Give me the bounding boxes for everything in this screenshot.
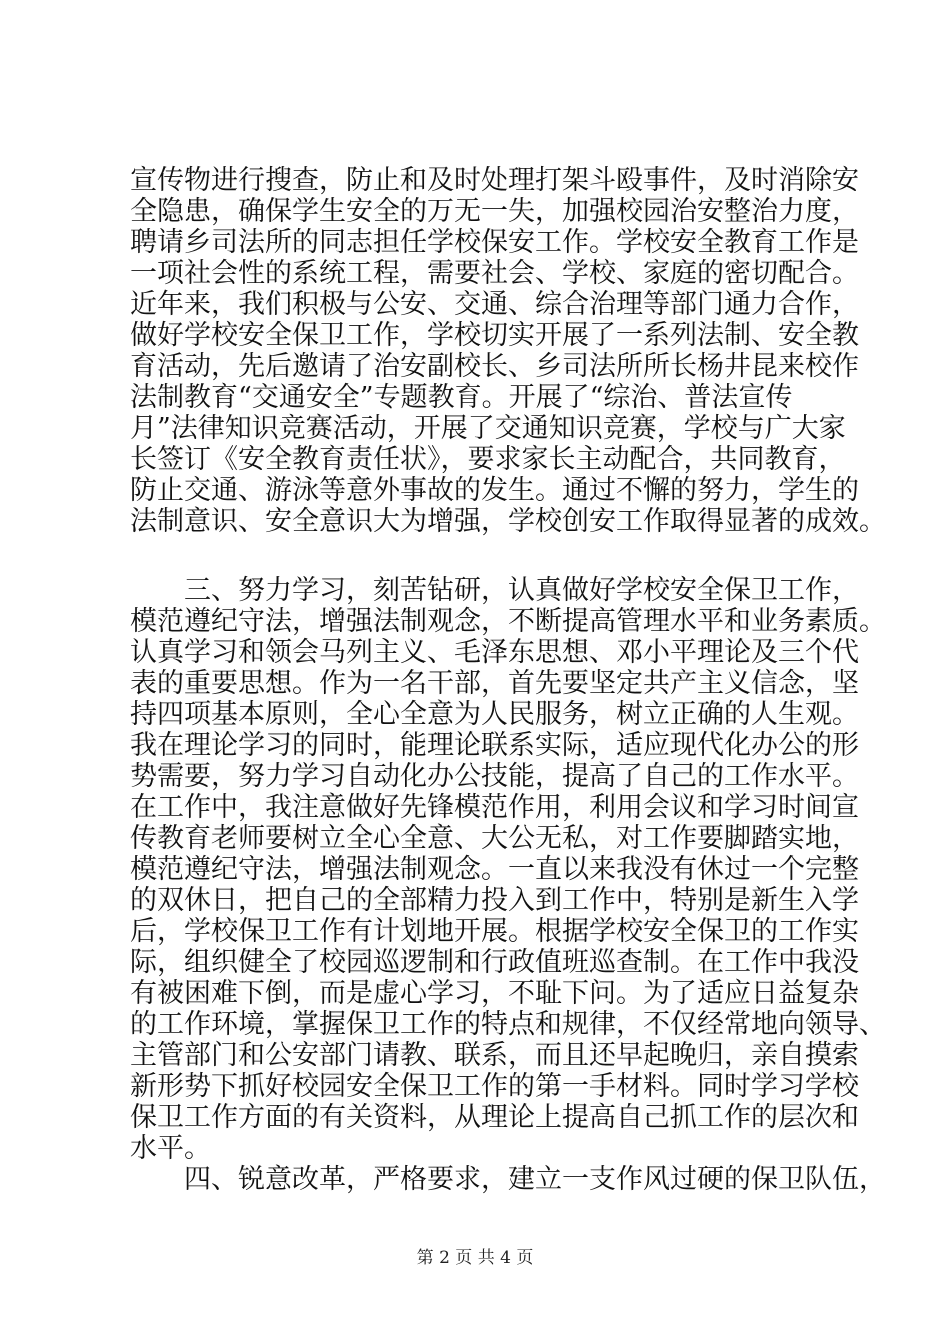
text-line: 势需要，努力学习自动化办公技能，提高了自己的工作水平。 [130, 761, 859, 792]
text-line: 传教育老师要树立全心全意、大公无私，对工作要脚踏实地， [130, 823, 859, 854]
text-line: 防止交通、游泳等意外事故的发生。通过不懈的努力，学生的 [130, 475, 859, 506]
text-line: 长签订《安全教育责任状》，要求家长主动配合，共同教育， [130, 444, 846, 475]
text-line: 我在理论学习的同时，能理论联系实际，适应现代化办公的形 [130, 730, 859, 761]
text-line: 法制教育“交通安全”专题教育。开展了“综治、普法宣传 [130, 382, 793, 413]
text-line: 做好学校安全保卫工作，学校切实开展了一系列法制、安全教 [130, 320, 859, 351]
text-line: 保卫工作方面的有关资料，从理论上提高自己抓工作的层次和 [130, 1102, 859, 1133]
page-footer: 第 2 页 共 4 页 [416, 1248, 534, 1268]
text-line: 新形势下抓好校园安全保卫工作的第一手材料。同时学习学校 [130, 1071, 859, 1102]
text-line: 月”法律知识竞赛活动，开展了交通知识竞赛，学校与广大家 [130, 413, 846, 444]
paragraph-heading-four: 四、锐意改革，严格要求，建立一支作风过硬的保卫队伍， [184, 1164, 886, 1195]
text-line: 法制意识、安全意识大为增强，学校创安工作取得显著的成效。 [130, 506, 886, 537]
text-line: 全隐患，确保学生安全的万无一失，加强校园治安整治力度， [130, 196, 859, 227]
text-line: 模范遵纪守法，增强法制观念，不断提高管理水平和业务素质。 [130, 606, 886, 637]
text-line: 宣传物进行搜查，防止和及时处理打架斗殴事件，及时消除安 [130, 165, 859, 196]
text-line: 有被困难下倒，而是虚心学习，不耻下问。为了适应日益复杂 [130, 978, 859, 1009]
text-line: 表的重要思想。作为一名干部，首先要坚定共产主义信念，坚 [130, 668, 859, 699]
text-line: 际，组织健全了校园巡逻制和行政值班巡查制。在工作中我没 [130, 947, 859, 978]
text-line: 主管部门和公安部门请教、联系，而且还早起晚归，亲自摸索 [130, 1040, 859, 1071]
text-line: 的双休日，把自己的全部精力投入到工作中，特别是新生入学 [130, 885, 859, 916]
text-line: 认真学习和领会马列主义、毛泽东思想、邓小平理论及三个代 [130, 637, 859, 668]
text-line: 在工作中，我注意做好先锋模范作用，利用会议和学习时间宣 [130, 792, 859, 823]
text-line: 近年来，我们积极与公安、交通、综合治理等部门通力合作， [130, 289, 859, 320]
text-line: 一项社会性的系统工程，需要社会、学校、家庭的密切配合。 [130, 258, 859, 289]
text-line: 聘请乡司法所的同志担任学校保安工作。学校安全教育工作是 [130, 227, 859, 258]
text-line: 水平。 [130, 1133, 211, 1164]
text-line: 模范遵纪守法，增强法制观念。一直以来我没有休过一个完整 [130, 854, 859, 885]
text-line: 的工作环境，掌握保卫工作的特点和规律，不仅经常地向领导、 [130, 1009, 886, 1040]
text-line: 育活动，先后邀请了治安副校长、乡司法所所长杨井昆来校作 [130, 351, 859, 382]
paragraph-heading-three: 三、努力学习，刻苦钻研，认真做好学校安全保卫工作， [184, 575, 859, 606]
text-line: 后，学校保卫工作有计划地开展。根据学校安全保卫的工作实 [130, 916, 859, 947]
text-line: 持四项基本原则，全心全意为人民服务，树立正确的人生观。 [130, 699, 859, 730]
